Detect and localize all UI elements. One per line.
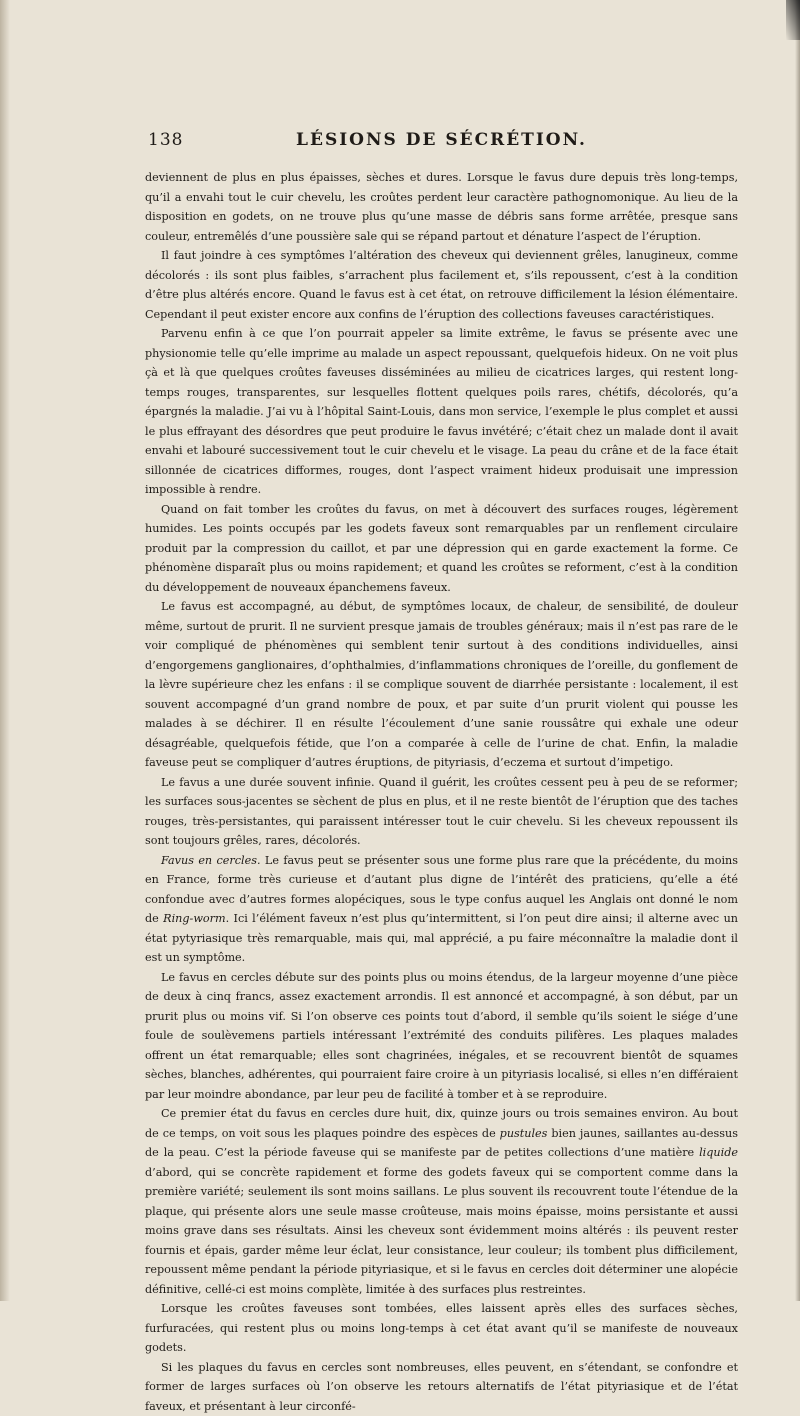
paragraph: Lorsque les croûtes faveuses sont tombées, elles laissent après elles des surfaces sèches, furfuracées, qui restent plus ou moins long-temps à cet état avant qu’il se manifeste de nouveaux godets. <box>145 1299 738 1358</box>
paragraph-text: bien jaunes, saillantes au-dessus de la peau. C’est la période faveuse qui se manifeste par de petites collections d’une matière <box>145 1127 738 1160</box>
paragraph: Le favus est accompagné, au début, de symptômes locaux, de chaleur, de sensibilité, de douleur même, surtout de prurit. Il ne survient presque jamais de troubles généraux; mais il n’est pas rare de le voir compliqué de phénomènes qui semblent tenir surtout à des conditions individuelles, ainsi d’engorgemens ganglionaires, d’ophthalmies, d’inflammations chroniques de l’oreille, du gonflement de la lèvre supérieure chez les enfans : il se complique souvent de diarrhée persistante : localement, il est souvent accompagné d’un grand nombre de poux, et par suite d’un prurit violent qui pousse les malades à se déchirer. Il en résulte l’écoulement d’une sanie roussâtre qui exhale une odeur désagréable, quelquefois fétide, que l’on a comparée à celle de l’urine de chat. Enfin, la maladie faveuse peut se compliquer d’autres éruptions, de pityriasis, d’eczema et surtout d’impetigo. <box>145 597 738 773</box>
paragraph: Il faut joindre à ces symptômes l’altération des cheveux qui deviennent grêles, lanugineux, comme décolorés : ils sont plus faibles, s’arrachent plus facilement et, s’ils repoussent, c’est à la condition d’être plus altérés encore. Quand le favus est à cet état, on retrouve difficilement la lésion élémentaire. Cependant il peut exister encore aux confins de l’éruption des collections faveuses caractéristiques. <box>145 246 738 324</box>
paragraph: Si les plaques du favus en cercles sont nombreuses, elles peuvent, en s’étendant, se confondre et former de larges surfaces où l’on observe les retours alternatifs de l’état pityriasique et de l’état faveux, et présentant à leur circonfé- <box>145 1358 738 1416</box>
section-lead: Favus en cercles. <box>161 854 261 867</box>
paragraph: Parvenu enfin à ce que l’on pourrait appeler sa limite extrême, le favus se présente avec une physionomie telle qu’elle imprime au malade un aspect repoussant, quelquefois hideux. On ne voit plus çà et là que quelques croûtes faveuses disséminées au milieu de cicatrices larges, qui restent long-temps rouges, transparentes, sur lesquelles flottent quelques poils rares, chétifs, décolorés, qu’a épargnés la maladie. J’ai vu à l’hôpital Saint-Louis, dans mon service, l’exemple le plus complet et aussi le plus effrayant des désordres que peut produire le favus invétéré; c’était chez un malade dont il avait envahi et labouré successivement tout le cuir chevelu et le visage. La peau du crâne et de la face était sillonnée de cicatrices difformes, rouges, dont l’aspect vraiment hideux produisait une impression impossible à rendre. <box>145 324 738 500</box>
body-text <box>145 168 738 1416</box>
paragraph-text: Ce premier état du favus en cercles dure huit, dix, quinze jours ou trois semaines environ. Au bout de ce temps, on voit sous les plaques poindre des espèces de <box>145 1107 738 1140</box>
paragraph <box>145 1104 738 1299</box>
paragraph: Quand on fait tomber les croûtes du favus, on met à découvert des surfaces rouges, légèrement humides. Les points occupés par les godets faveux sont remarquables par un renflement circulaire produit par la compression du caillot, et par une dépression qui en garde exactement la forme. Ce phénomène disparaît plus ou moins rapidement; et quand les croûtes se reforment, c’est à la condition du développement de nouveaux épanchemens faveux. <box>145 500 738 598</box>
page-corner-shadow <box>786 0 800 40</box>
paragraph-text: . Ici l’élément faveux n’est plus qu’intermittent, si l’on peut dire ainsi; il alterne avec un état pytyriasique très remarquable, mais qui, mal apprécié, a pu faire méconnaître la maladie dont il est un symptôme. <box>145 912 738 964</box>
term-pustules: pustules <box>500 1127 548 1140</box>
term-liquide: liquide <box>699 1146 738 1159</box>
page-edge <box>795 0 800 1301</box>
term-ring-worm: Ring-worm <box>163 912 225 925</box>
paragraph: deviennent de plus en plus épaisses, sèches et dures. Lorsque le favus dure depuis très long-temps, qu’il a envahi tout le cuir chevelu, les croûtes perdent leur caractère pathognomonique. Au lieu de la disposition en godets, on ne trouve plus qu’une masse de débris sans forme arrêtée, presque sans couleur, entremêlés d’une poussière sale qui se répand partout et dénature l’aspect de l’éruption. <box>145 168 738 246</box>
page-header <box>145 130 738 154</box>
binding-shadow <box>0 0 10 1301</box>
paragraph: Le favus a une durée souvent infinie. Quand il guérit, les croûtes cessent peu à peu de se reformer; les surfaces sous-jacentes se sèchent de plus en plus, et il ne reste bientôt de l’éruption que des taches rouges, très-persistantes, qui paraissent intéresser tout le cuir chevelu. Si les cheveux repoussent ils sont toujours grêles, rares, décolorés. <box>145 773 738 851</box>
book-page <box>145 130 738 1416</box>
page-number: 138 <box>148 130 183 150</box>
running-head: LÉSIONS DE SÉCRÉTION. <box>145 130 738 150</box>
paragraph: Le favus en cercles débute sur des points plus ou moins étendus, de la largeur moyenne d’une pièce de deux à cinq francs, assez exactement arrondis. Il est annoncé et accompagné, à son début, par un prurit plus ou moins vif. Si l’on observe ces points tout d’abord, il semble qu’ils soient le siége d’une foule de soulèvemens partiels intéressant l’extrémité des conduits pilifères. Les plaques malades offrent un état remarquable; elles sont chagrinées, inégales, et se recouvrent bientôt de squames sèches, blanches, adhérentes, qui pourraient faire croire à un pityriasis localisé, si elles n’en différaient par leur moindre abondance, par leur peu de facilité à tomber et à se reproduire. <box>145 968 738 1105</box>
paragraph-text: Le favus peut se présenter sous une forme plus rare que la précédente, du moins en France, forme très curieuse et d’autant plus digne de l’intérêt des praticiens, qu’elle a été confondue avec d’autres formes alopéciques, sous le type confus auquel les Anglais ont donné le nom de <box>145 854 738 926</box>
paragraph-text: d’abord, qui se concrète rapidement et forme des godets faveux qui se comportent comme dans la première variété; seulement ils sont moins saillans. Le plus souvent ils recouvrent toute l’étendue de la plaque, qui présente alors une seule masse croûteuse, mais moins épaisse, moins persistante et aussi moins grave dans ses résultats. Ainsi les cheveux sont évidemment moins altérés : ils peuvent rester fournis et épais, garder même leur éclat, leur consistance, leur couleur; ils tombent plus difficilement, repoussent même pendant la période pityriasique, et si le favus en cercles doit déterminer une alopécie définitive, cellé-ci est moins complète, limitée à des surfaces plus restreintes. <box>145 1166 738 1296</box>
section-paragraph-favus-en-cercles <box>145 851 738 968</box>
